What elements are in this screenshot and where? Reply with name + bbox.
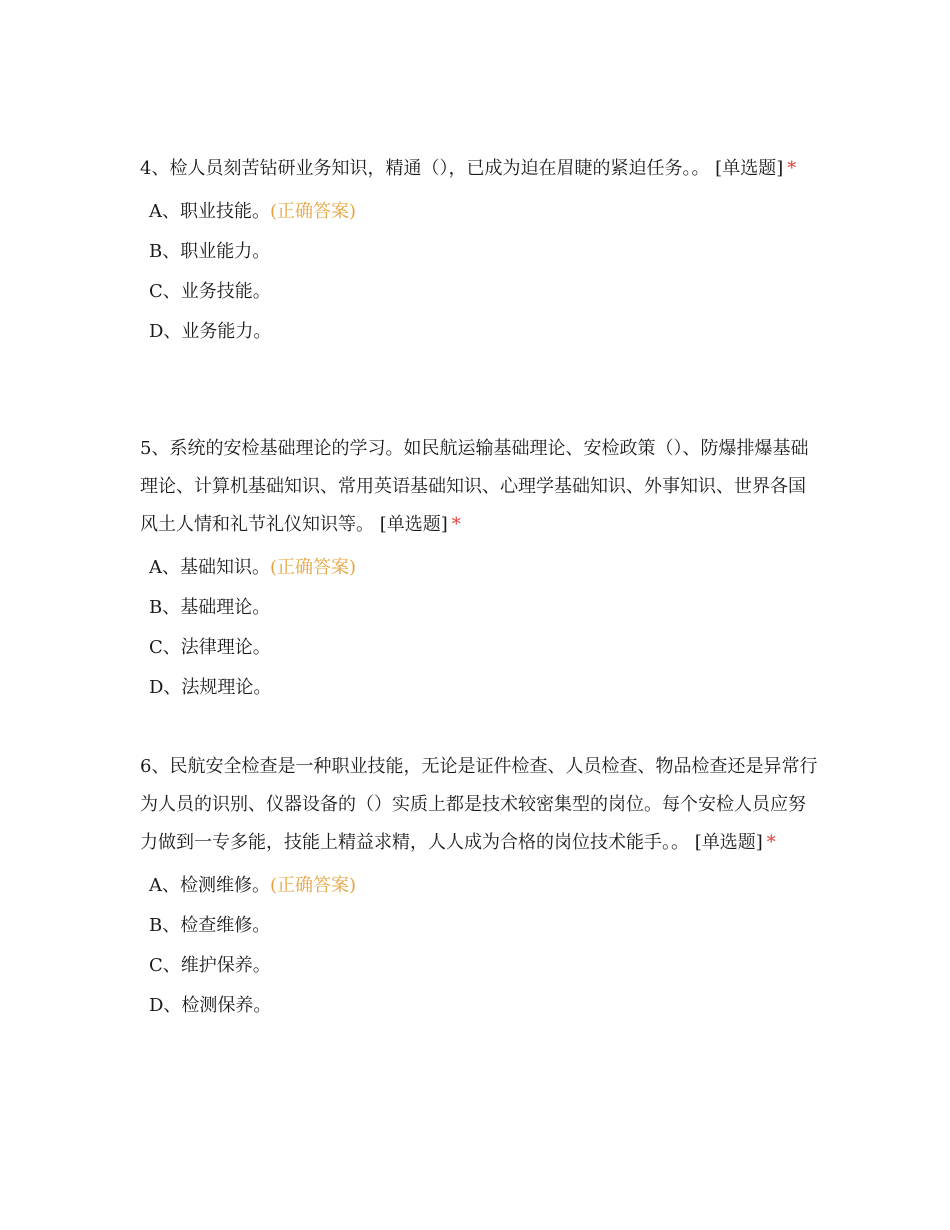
option-b[interactable]: [140, 232, 820, 272]
question-stem: [140, 150, 820, 188]
correct-answer-tag: (正确答案): [270, 875, 357, 896]
option-c[interactable]: [140, 272, 820, 312]
option-text: C、维护保养。: [149, 955, 271, 976]
question-stem-text: 5、系统的安检基础理论的学习。如民航运输基础理论、安检政策（）、防爆排爆基础理论、计算机基础知识、常用英语基础知识、心理学基础知识、外事知识、世界各国风土人情和礼节礼仪知识等。 [单选题]: [140, 438, 809, 535]
question-stem: [140, 748, 820, 862]
option-d[interactable]: [140, 668, 820, 708]
question-4: [140, 150, 820, 352]
option-text: D、法规理论。: [149, 677, 272, 698]
question-stem-text: 4、检人员刻苦钻研业务知识，精通（），已成为迫在眉睫的紧迫任务。。 [单选题]: [140, 158, 784, 179]
required-mark: *: [787, 158, 797, 179]
option-b[interactable]: [140, 906, 820, 946]
option-a[interactable]: [140, 192, 820, 232]
option-text: B、基础理论。: [149, 597, 271, 618]
question-stem: [140, 430, 820, 544]
option-d[interactable]: [140, 986, 820, 1026]
option-text: A、职业技能。: [149, 201, 270, 222]
question-5: [140, 430, 820, 708]
option-text: D、检测保养。: [149, 995, 272, 1016]
option-text: D、业务能力。: [149, 321, 272, 342]
option-text: A、基础知识。: [149, 557, 270, 578]
option-c[interactable]: [140, 946, 820, 986]
option-text: B、检查维修。: [149, 915, 271, 936]
option-d[interactable]: [140, 312, 820, 352]
option-text: C、法律理论。: [149, 637, 271, 658]
required-mark: *: [451, 514, 461, 535]
question-stem-text: 6、民航安全检查是一种职业技能，无论是证件检查、人员检查、物品检查还是异常行为人员的识别、仪器设备的（）实质上都是技术较密集型的岗位。每个安检人员应努力做到一专多能，技能上精益求精，人人成为合格的岗位技术能手。。 [单选题]: [140, 756, 818, 853]
option-text: B、职业能力。: [149, 241, 271, 262]
option-text: A、检测维修。: [149, 875, 270, 896]
option-c[interactable]: [140, 628, 820, 668]
option-b[interactable]: [140, 588, 820, 628]
correct-answer-tag: (正确答案): [270, 201, 357, 222]
option-a[interactable]: [140, 548, 820, 588]
option-text: C、业务技能。: [149, 281, 271, 302]
question-6: [140, 748, 820, 1026]
option-a[interactable]: [140, 866, 820, 906]
correct-answer-tag: (正确答案): [270, 557, 357, 578]
required-mark: *: [766, 832, 776, 853]
